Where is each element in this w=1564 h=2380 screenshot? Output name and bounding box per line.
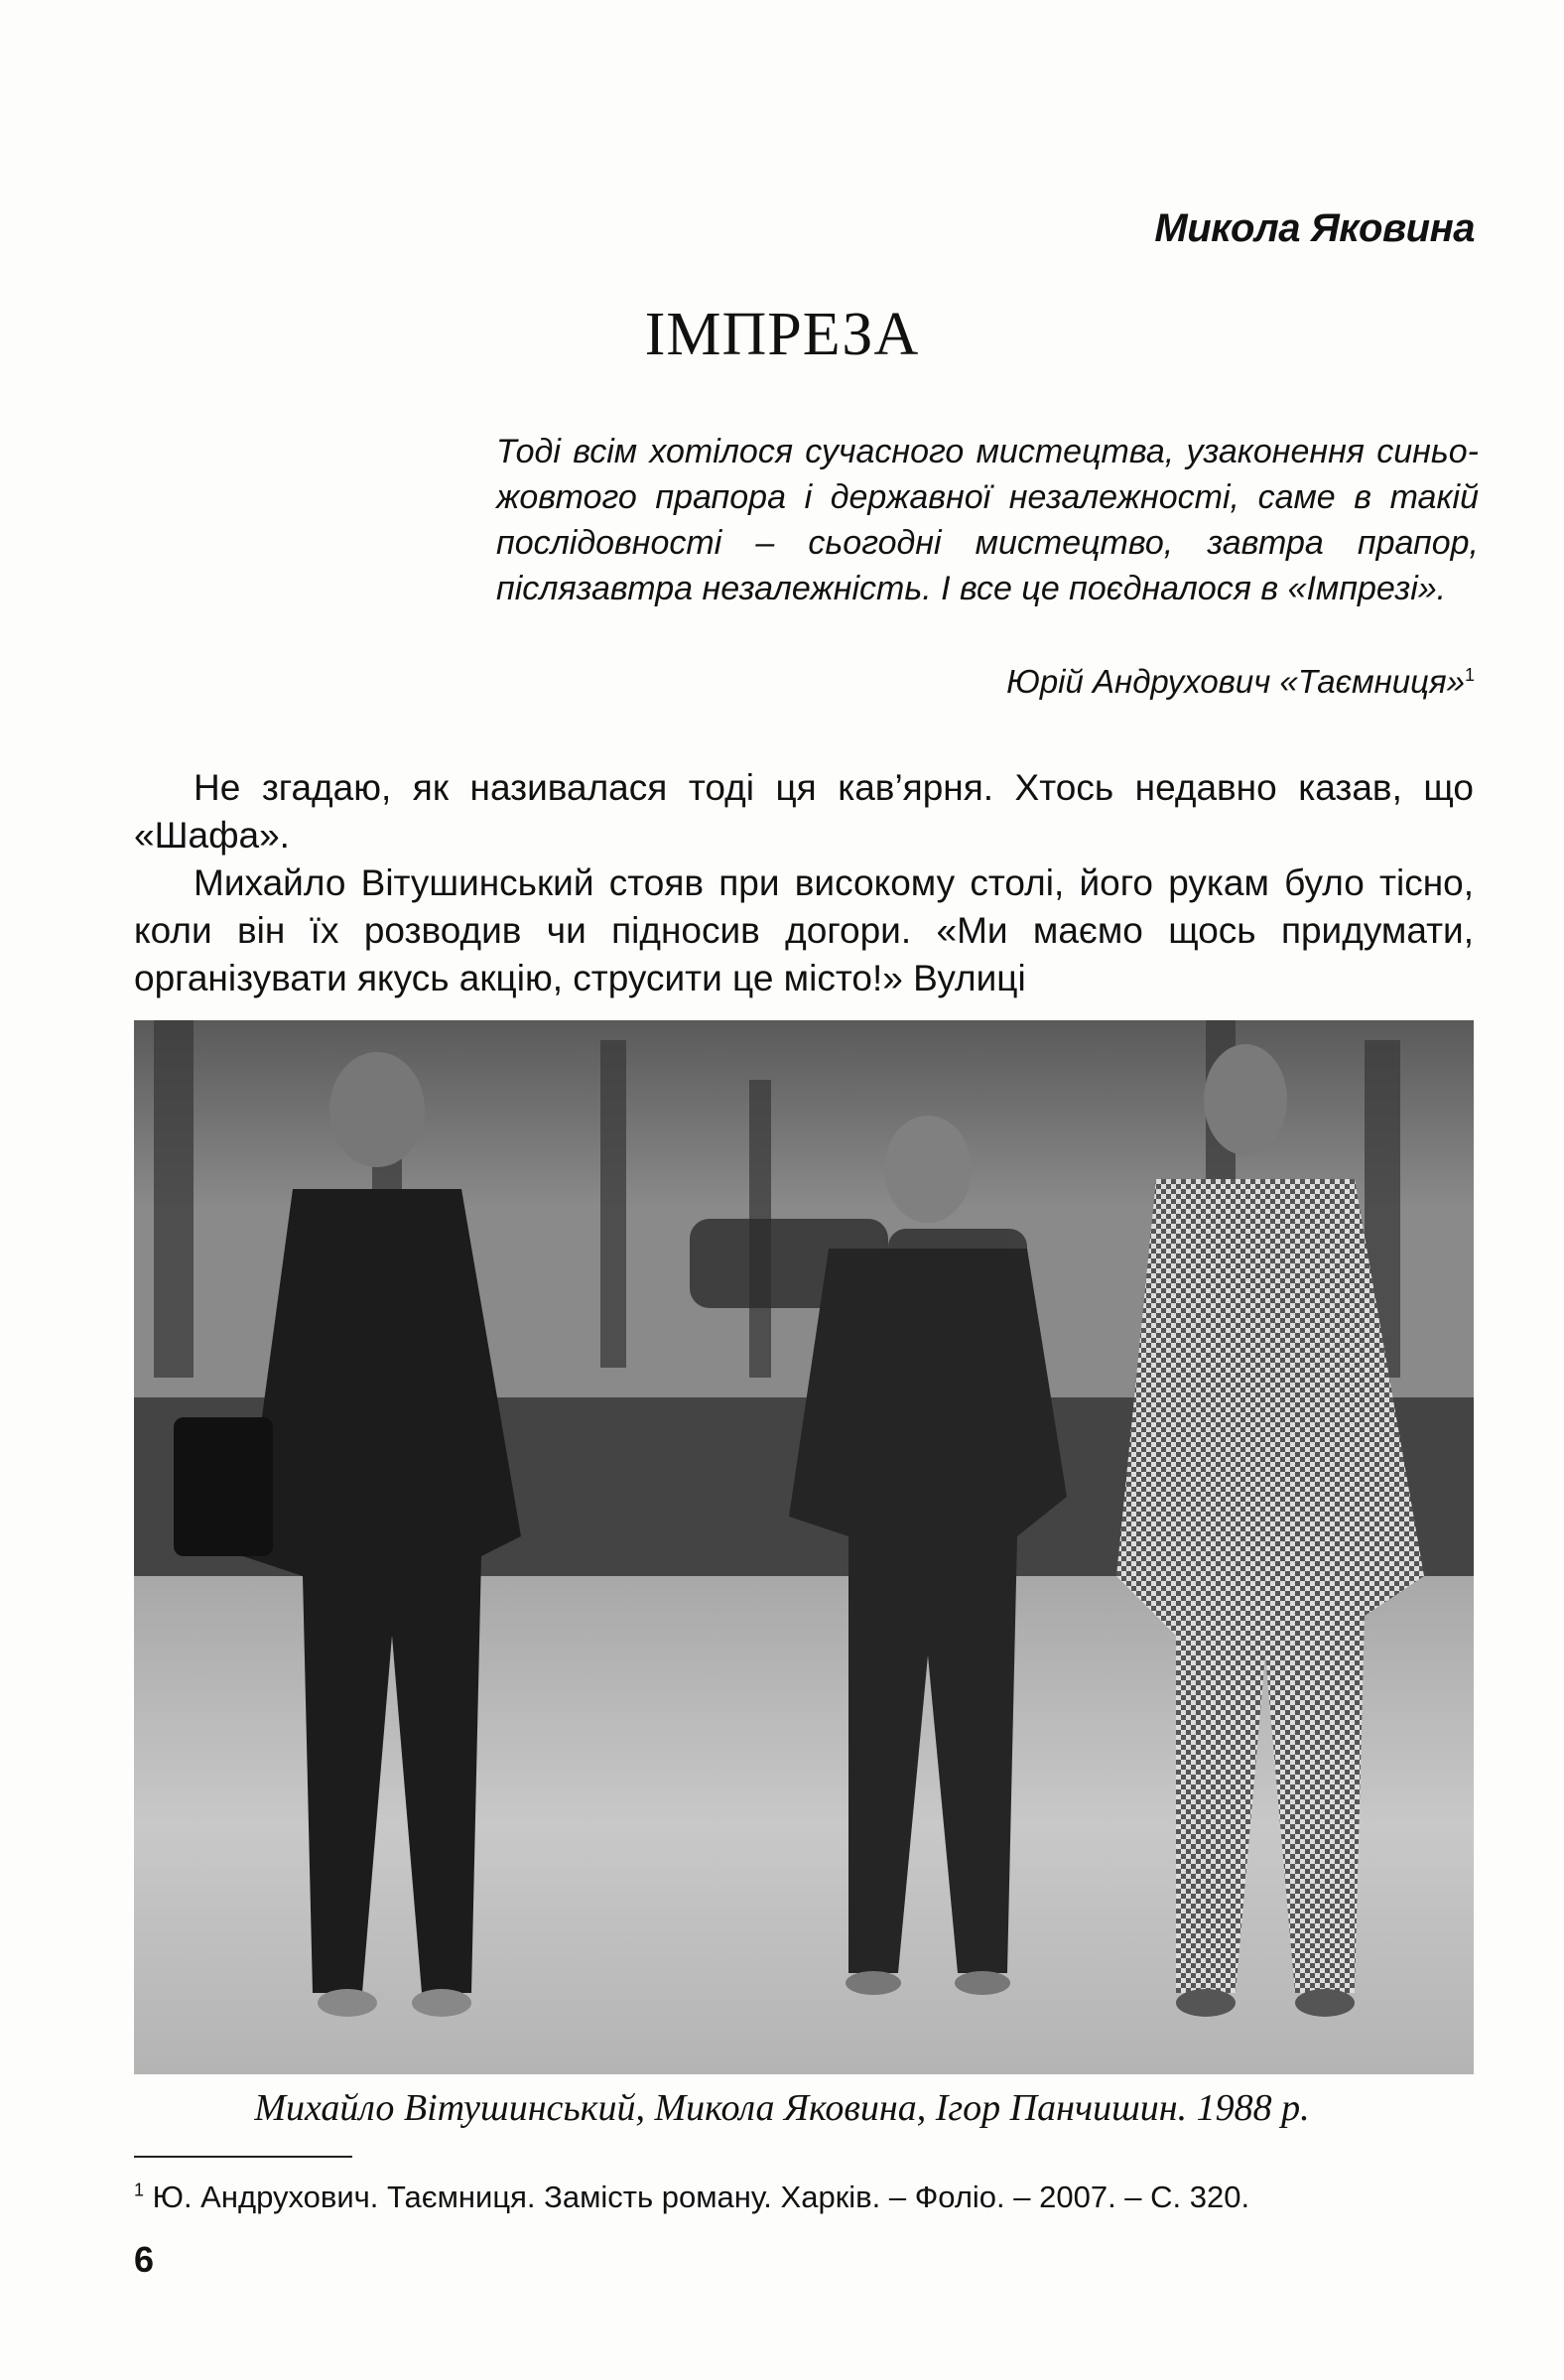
footnote-text: Ю. Андрухович. Таємниця. Замість роману. Харків. – Фоліо. – 2007. – С. 320. [152, 2180, 1250, 2214]
photograph [134, 1020, 1474, 2074]
epigraph-source [1006, 663, 1475, 701]
footnote-divider [134, 2156, 352, 2158]
author-name: Микола Яковина [1154, 206, 1475, 250]
epigraph-source-text: Юрій Андрухович «Таємниця» [1006, 663, 1465, 700]
photo-caption: Михайло Вітушинський, Микола Яковина, Ігор Панчишин. 1988 р. [254, 2087, 1310, 2129]
epigraph-footnote-marker: 1 [1464, 665, 1475, 685]
epigraph-text: Тоді всім хотілося сучасного мистецтва, узаконення синьо-жовтого прапора і державної незалежності, саме в такій послідовності – сьогодні мистецтво, завтра прапор, післязавтра незалежність. І все це поєдналося в «Імпрезі». [496, 433, 1479, 607]
footnote [134, 2180, 1474, 2215]
photo-illustration [134, 1020, 1474, 2074]
body-paragraph-1: Не згадаю, як називалася тоді ця кав’ярня. Хтось недавно казав, що «Шафа». [134, 767, 1474, 856]
epigraph [496, 429, 1479, 611]
footnote-marker: 1 [134, 2180, 145, 2200]
body-paragraph-2: Михайло Вітушинський стояв при високому столі, його рукам було тісно, коли він їх розводив чи підносив догори. «Ми маємо щось придумати, організувати якусь акцію, струсити це місто!» Вулиці [134, 862, 1474, 998]
body-text [134, 764, 1474, 1002]
chapter-title: ІМПРЕЗА [644, 301, 920, 368]
page-number: 6 [134, 2239, 155, 2280]
